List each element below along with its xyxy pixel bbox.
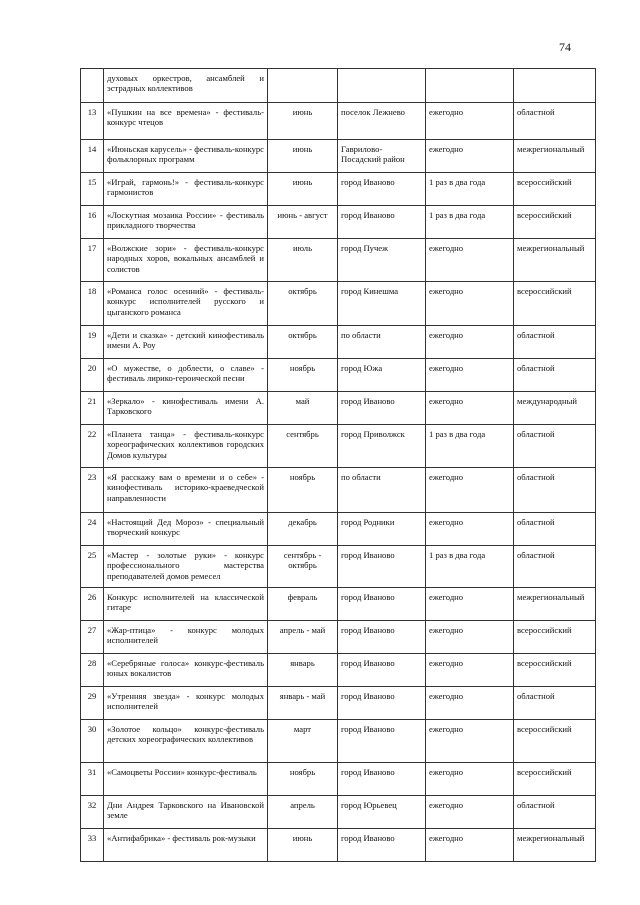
event-status: областной (514, 687, 596, 720)
row-number: 22 (81, 425, 104, 468)
event-frequency: ежегодно (426, 468, 514, 513)
event-place: по области (338, 468, 426, 513)
row-number: 19 (81, 326, 104, 359)
table-row (81, 239, 596, 282)
events-table (80, 68, 596, 862)
table-row (81, 829, 596, 862)
event-name: «Волжские зори» - фестиваль-конкурс народных хоров, вокальных ансамблей и солистов (104, 239, 268, 282)
table-row (81, 282, 596, 326)
event-status: всероссийский (514, 282, 596, 326)
row-number: 28 (81, 654, 104, 687)
event-date: май (268, 392, 338, 425)
event-place: город Иваново (338, 546, 426, 588)
table-row (81, 468, 596, 513)
row-number: 17 (81, 239, 104, 282)
row-number: 26 (81, 588, 104, 621)
event-status (514, 69, 596, 103)
row-number: 30 (81, 720, 104, 763)
table-row (81, 588, 596, 621)
table-row (81, 425, 596, 468)
event-status: межрегиональный (514, 140, 596, 173)
event-name: «О мужестве, о доблести, о славе» - фестиваль лирико-героической песни (104, 359, 268, 392)
table-row (81, 140, 596, 173)
row-number: 13 (81, 103, 104, 140)
event-name: «Играй, гармонь!» - фестиваль-конкурс гармонистов (104, 173, 268, 206)
event-date: апрель (268, 796, 338, 829)
event-place: город Пучеж (338, 239, 426, 282)
event-place: город Юрьевец (338, 796, 426, 829)
event-status: международный (514, 392, 596, 425)
event-name: «Жар-птица» - конкурс молодых исполнителей (104, 621, 268, 654)
event-frequency: ежегодно (426, 588, 514, 621)
event-frequency: ежегодно (426, 621, 514, 654)
event-name: Конкурс исполнителей на классической гитаре (104, 588, 268, 621)
event-frequency: 1 раз в два года (426, 546, 514, 588)
event-place: город Иваново (338, 687, 426, 720)
event-place: город Родники (338, 513, 426, 546)
event-frequency: ежегодно (426, 282, 514, 326)
event-frequency: ежегодно (426, 796, 514, 829)
event-frequency (426, 69, 514, 103)
table-row (81, 326, 596, 359)
event-status: всероссийский (514, 621, 596, 654)
table-row (81, 392, 596, 425)
event-status: межрегиональный (514, 588, 596, 621)
event-frequency: ежегодно (426, 392, 514, 425)
event-frequency: ежегодно (426, 654, 514, 687)
row-number: 20 (81, 359, 104, 392)
event-date: ноябрь (268, 468, 338, 513)
event-frequency: ежегодно (426, 687, 514, 720)
page-number: 74 (559, 40, 571, 54)
event-date: апрель - май (268, 621, 338, 654)
event-status: всероссийский (514, 720, 596, 763)
event-date: январь (268, 654, 338, 687)
event-name: «Июньская карусель» - фестиваль-конкурс фольклорных программ (104, 140, 268, 173)
event-place: город Иваново (338, 206, 426, 239)
row-number: 33 (81, 829, 104, 862)
event-date: октябрь (268, 326, 338, 359)
event-status: областной (514, 425, 596, 468)
event-name: «Самоцветы России» конкурс-фестиваль (104, 763, 268, 796)
table-row (81, 173, 596, 206)
event-place: город Иваново (338, 173, 426, 206)
event-date: март (268, 720, 338, 763)
event-place: город Иваново (338, 829, 426, 862)
event-date: январь - май (268, 687, 338, 720)
event-name: «Дети и сказка» - детский кинофестиваль имени А. Роу (104, 326, 268, 359)
event-frequency: ежегодно (426, 326, 514, 359)
event-place: город Иваново (338, 654, 426, 687)
event-name: «Зеркало» - кинофестиваль имени А. Тарковского (104, 392, 268, 425)
event-place: по области (338, 326, 426, 359)
row-number: 25 (81, 546, 104, 588)
events-table-body (81, 69, 596, 862)
table-row (81, 546, 596, 588)
table-row (81, 621, 596, 654)
event-name: «Антифабрика» - фестиваль рок-музыки (104, 829, 268, 862)
event-date: ноябрь (268, 359, 338, 392)
table-row (81, 687, 596, 720)
event-date: октябрь (268, 282, 338, 326)
event-name: духовых оркестров, ансамблей и эстрадных коллективов (104, 69, 268, 103)
event-name: «Лоскутная мозаика России» - фестиваль прикладного творчества (104, 206, 268, 239)
event-status: областной (514, 796, 596, 829)
event-name: «Мастер - золотые руки» - конкурс профессионального мастерства преподавателей домов ремесел (104, 546, 268, 588)
table-row (81, 103, 596, 140)
event-status: областной (514, 513, 596, 546)
event-date: июль (268, 239, 338, 282)
event-date: февраль (268, 588, 338, 621)
row-number: 24 (81, 513, 104, 546)
table-row (81, 720, 596, 763)
event-date (268, 69, 338, 103)
event-name: «Планета танца» - фестиваль-конкурс хореографических коллективов городских Домов культуры (104, 425, 268, 468)
event-date: июнь - август (268, 206, 338, 239)
event-place: город Иваново (338, 392, 426, 425)
event-frequency: 1 раз в два года (426, 425, 514, 468)
event-frequency: ежегодно (426, 103, 514, 140)
event-date: ноябрь (268, 763, 338, 796)
event-status: межрегиональный (514, 829, 596, 862)
event-status: областной (514, 546, 596, 588)
row-number: 15 (81, 173, 104, 206)
event-date: июнь (268, 103, 338, 140)
event-date: декабрь (268, 513, 338, 546)
row-number: 18 (81, 282, 104, 326)
event-frequency: ежегодно (426, 239, 514, 282)
row-number (81, 69, 104, 103)
event-date: июнь (268, 829, 338, 862)
event-name: «Романса голос осенний» - фестиваль-конкурс исполнителей русского и цыганского романса (104, 282, 268, 326)
event-frequency: ежегодно (426, 359, 514, 392)
event-date: июнь (268, 140, 338, 173)
row-number: 23 (81, 468, 104, 513)
row-number: 21 (81, 392, 104, 425)
event-status: всероссийский (514, 173, 596, 206)
event-status: областной (514, 359, 596, 392)
event-place: Гаврилово-Посадский район (338, 140, 426, 173)
table-row (81, 359, 596, 392)
event-frequency: ежегодно (426, 763, 514, 796)
table-row (81, 796, 596, 829)
table-row (81, 763, 596, 796)
event-place: город Иваново (338, 720, 426, 763)
event-name: «Я расскажу вам о времени и о себе» - кинофестиваль историко-краеведческой направленности (104, 468, 268, 513)
row-number: 16 (81, 206, 104, 239)
event-place: город Приволжск (338, 425, 426, 468)
event-status: всероссийский (514, 654, 596, 687)
event-name: «Настоящий Дед Мороз» - специальный творческий конкурс (104, 513, 268, 546)
event-status: областной (514, 468, 596, 513)
event-frequency: ежегодно (426, 140, 514, 173)
event-name: «Утренняя звезда» - конкурс молодых исполнителей (104, 687, 268, 720)
table-row (81, 513, 596, 546)
event-frequency: ежегодно (426, 829, 514, 862)
table-row (81, 654, 596, 687)
event-place: город Кинешма (338, 282, 426, 326)
event-place: город Иваново (338, 588, 426, 621)
event-status: межрегиональный (514, 239, 596, 282)
event-frequency: ежегодно (426, 513, 514, 546)
event-status: всероссийский (514, 206, 596, 239)
row-number: 29 (81, 687, 104, 720)
row-number: 14 (81, 140, 104, 173)
event-frequency: ежегодно (426, 720, 514, 763)
event-place: город Иваново (338, 621, 426, 654)
event-place: город Иваново (338, 763, 426, 796)
event-name: «Пушкин на все времена» - фестиваль-конкурс чтецов (104, 103, 268, 140)
event-name: «Серебряные голоса» конкурс-фестиваль юных вокалистов (104, 654, 268, 687)
event-name: «Золотое кольцо» конкурс-фестиваль детских хореографических коллективов (104, 720, 268, 763)
event-frequency: 1 раз в два года (426, 206, 514, 239)
event-date: июнь (268, 173, 338, 206)
event-place: поселок Лежнево (338, 103, 426, 140)
event-date: сентябрь (268, 425, 338, 468)
event-status: областной (514, 103, 596, 140)
event-name: Дни Андрея Тарковского на Ивановской земле (104, 796, 268, 829)
event-status: областной (514, 326, 596, 359)
table-row (81, 69, 596, 103)
row-number: 27 (81, 621, 104, 654)
table-row (81, 206, 596, 239)
event-place: город Южа (338, 359, 426, 392)
row-number: 32 (81, 796, 104, 829)
event-frequency: 1 раз в два года (426, 173, 514, 206)
event-place (338, 69, 426, 103)
event-status: всероссийский (514, 763, 596, 796)
row-number: 31 (81, 763, 104, 796)
event-date: сентябрь - октябрь (268, 546, 338, 588)
